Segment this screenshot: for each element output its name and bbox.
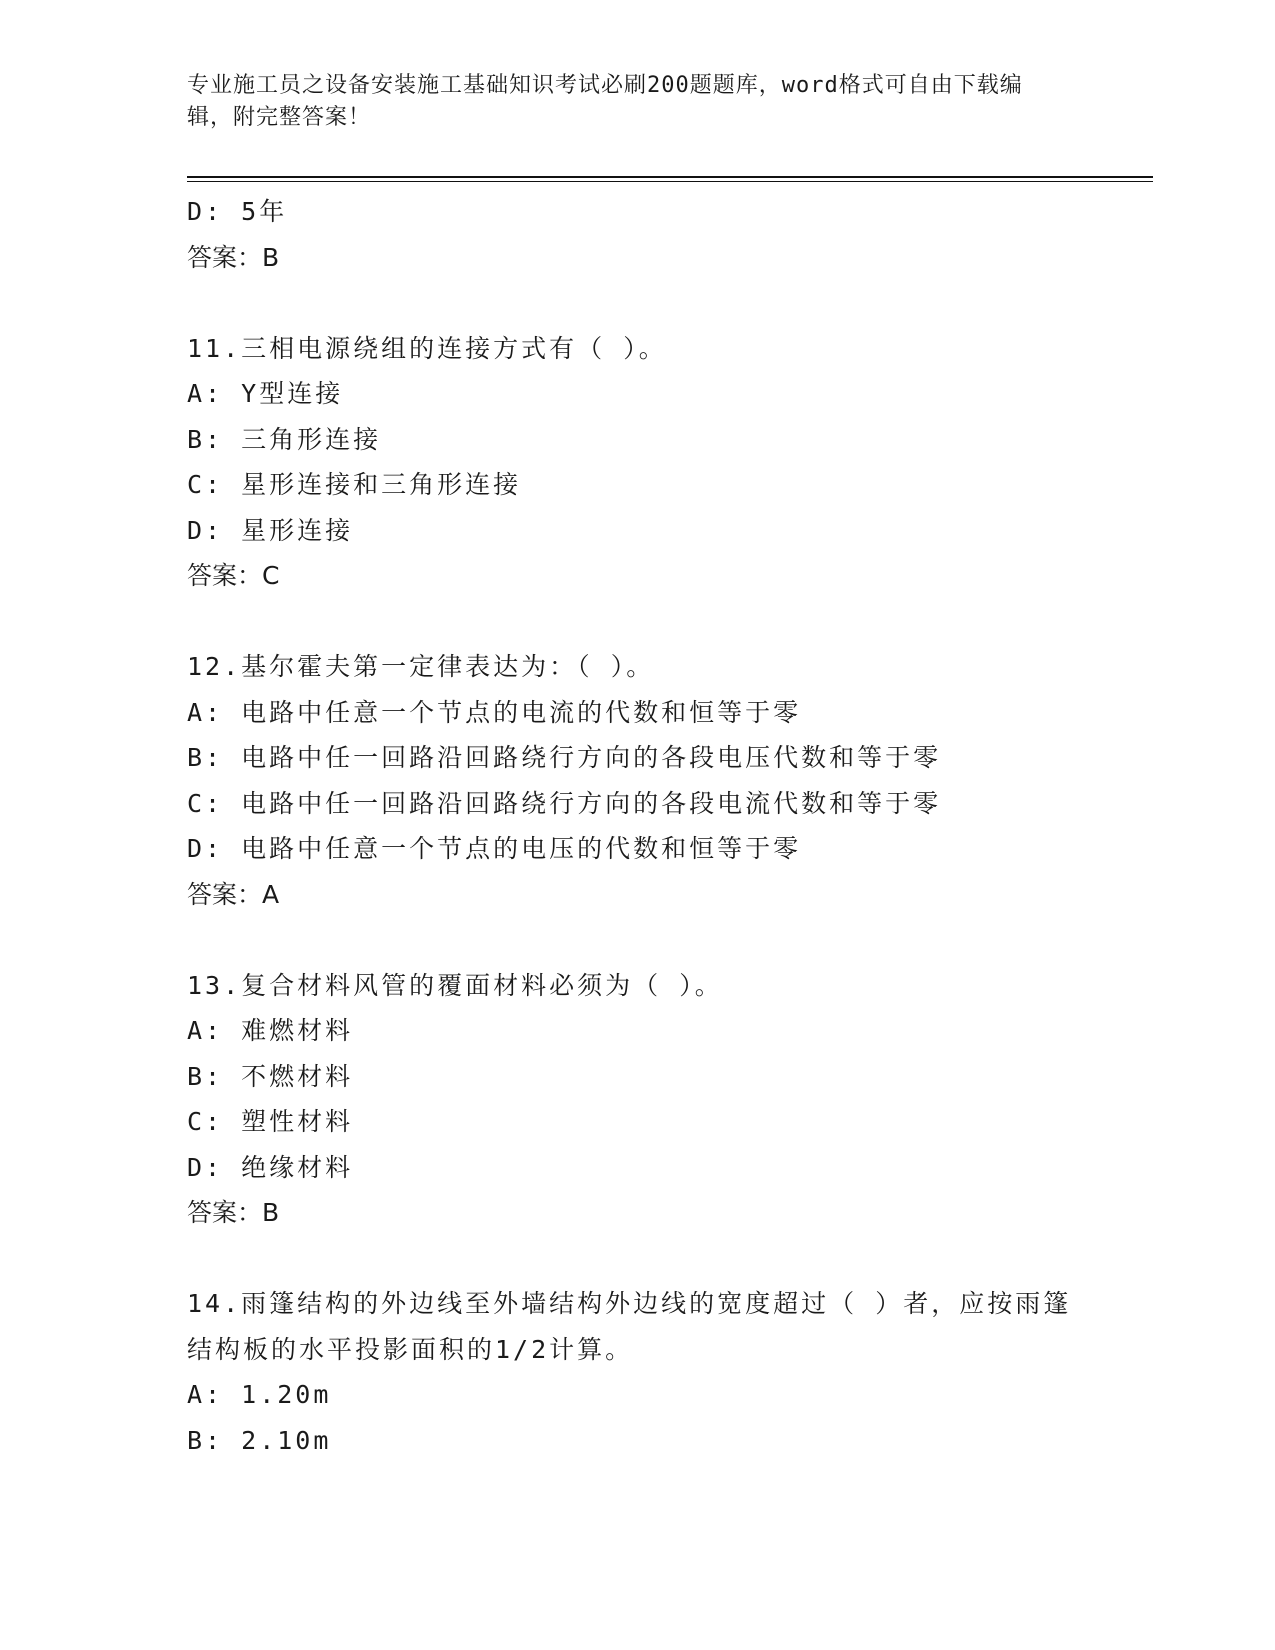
question-12-option-d: D: 电路中任意一个节点的电压的代数和恒等于零 — [187, 834, 802, 863]
question-11-option-b: B: 三角形连接 — [187, 424, 382, 454]
question-13-answer: 答案：B — [187, 1198, 280, 1227]
previous-option-d: D: 5年 — [187, 197, 288, 226]
question-13-text: 13.复合材料风管的覆面材料必须为（ ）。 — [187, 970, 723, 1000]
question-13-option-c: C: 塑性材料 — [187, 1107, 354, 1136]
question-12-option-c: C: 电路中任一回路沿回路绕行方向的各段电流代数和等于零 — [187, 788, 942, 818]
question-13-option-b: B: 不燃材料 — [187, 1061, 354, 1091]
document-header: 专业施工员之设备安装施工基础知识考试必刷200题题库，word格式可自由下载编辑，附完整答案！ — [187, 73, 1023, 130]
question-12-text: 12.基尔霍夫第一定律表达为：（ ）。 — [187, 652, 655, 681]
question-14-text: 14.雨篷结构的外边线至外墙结构外边线的宽度超过（ ）者，应按雨篷结构板的水平投影面积的1/2计算。 — [187, 1289, 1072, 1364]
question-13-option-d: D: 绝缘材料 — [187, 1152, 354, 1182]
question-11-answer: 答案：C — [187, 561, 280, 590]
header-rule-thin — [187, 181, 1153, 182]
question-14-option-a: A: 1.20m — [187, 1380, 332, 1409]
question-11-option-a: A: Y型连接 — [187, 379, 344, 408]
question-11-option-d: D: 星形连接 — [187, 515, 354, 545]
spacer — [187, 917, 1087, 963]
question-11-text: 11.三相电源绕组的连接方式有（ ）。 — [187, 333, 667, 363]
spacer — [187, 1236, 1087, 1282]
previous-answer: 答案：B — [187, 242, 280, 272]
question-12-option-a: A: 电路中任意一个节点的电流的代数和恒等于零 — [187, 697, 802, 727]
spacer — [187, 280, 1087, 326]
question-13-option-a: A: 难燃材料 — [187, 1016, 354, 1045]
header-rule-thick — [187, 176, 1153, 178]
spacer — [187, 599, 1087, 645]
question-11-option-c: C: 星形连接和三角形连接 — [187, 470, 522, 499]
question-12-answer: 答案：A — [187, 879, 280, 909]
question-list — [187, 189, 1087, 1463]
question-14-option-b: B: 2.10m — [187, 1425, 332, 1455]
question-12-option-b: B: 电路中任一回路沿回路绕行方向的各段电压代数和等于零 — [187, 743, 942, 772]
